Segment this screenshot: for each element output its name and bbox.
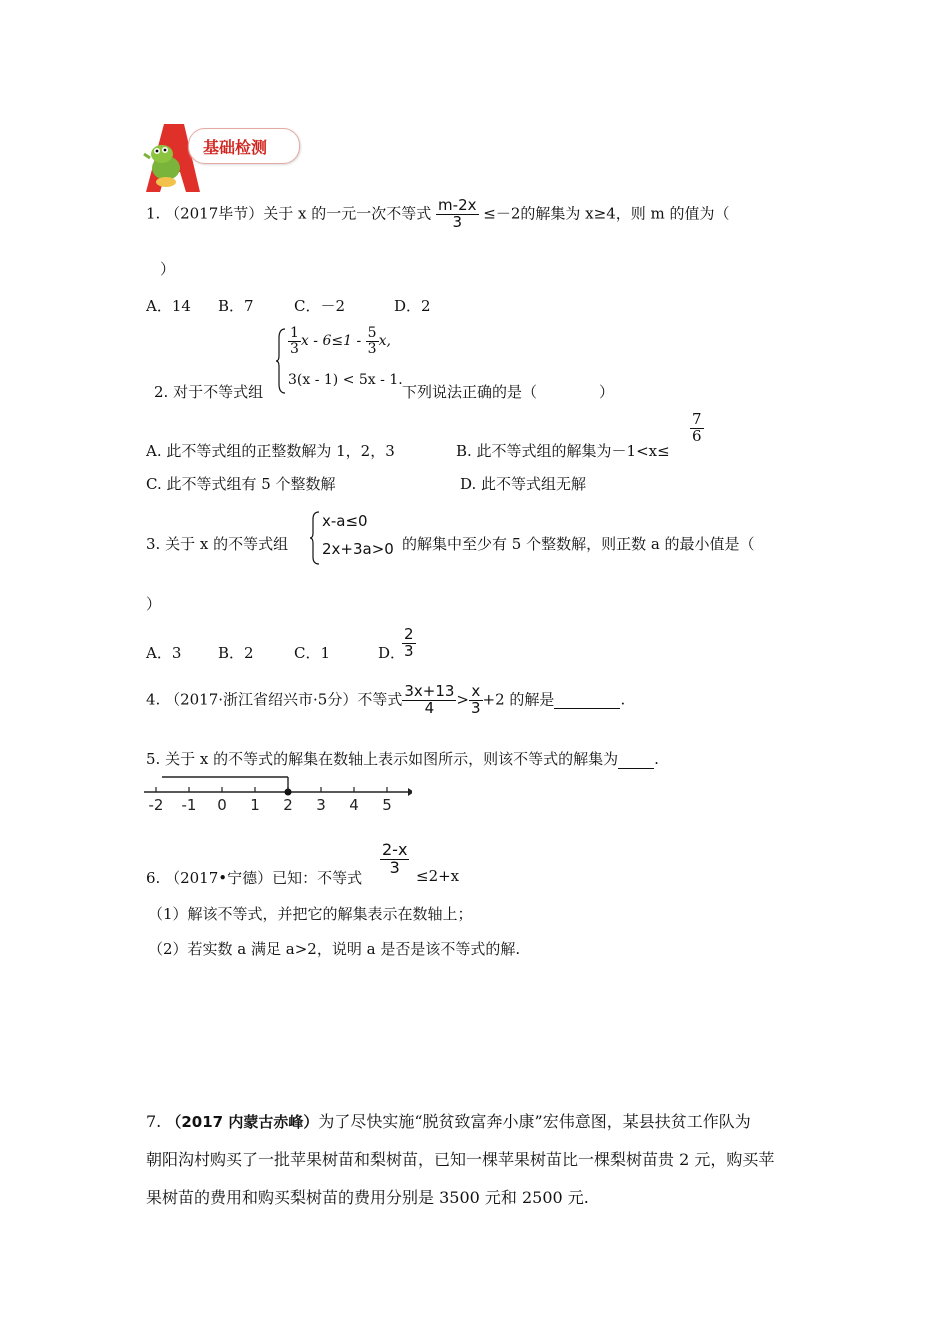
q3-option-b: B．2 bbox=[218, 644, 254, 662]
q1-option-b: B．7 bbox=[218, 297, 254, 315]
q6-sub-2: （2）若实数 a 满足 a>2，说明 a 是否是该不等式的解. bbox=[148, 940, 521, 958]
q1-option-d: D．2 bbox=[394, 297, 431, 315]
number-line-label: 5 bbox=[382, 796, 392, 814]
number-line-label: -2 bbox=[148, 796, 164, 814]
q7-line-2: 朝阳沟村购买了一批苹果树苗和梨树苗，已知一棵苹果树苗比一棵梨树苗贵 2 元，购买苹 bbox=[146, 1150, 775, 1169]
q4-fraction-2: $\frac{x}{3}$ bbox=[471, 682, 481, 717]
q2-option-a: A. 此不等式组的正整数解为 1，2，3 bbox=[146, 442, 395, 460]
number-line-label: 1 bbox=[250, 796, 260, 814]
q7-line-1: 为了尽快实施“脱贫致富奔小康”宏伟意图，某县扶贫工作队为 bbox=[318, 1112, 751, 1131]
section-title: 基础检测 bbox=[203, 138, 268, 157]
q2-option-b-fraction: $\frac{7}{6}$ bbox=[692, 410, 702, 445]
number-line-label: 3 bbox=[316, 796, 326, 814]
number-line-label: 4 bbox=[349, 796, 359, 814]
q6-sub-1: （1）解该不等式，并把它的解集表示在数轴上； bbox=[148, 905, 473, 923]
q2-option-c: C. 此不等式组有 5 个整数解 bbox=[146, 475, 336, 493]
q4-fraction-1: $\frac{3x+13}{4}$ bbox=[404, 682, 455, 717]
q3-option-c: C．1 bbox=[294, 644, 331, 662]
q2-option-b: B. 此不等式组的解集为－1<x≤ bbox=[456, 442, 670, 460]
q1-fraction: $\frac{m-2x}{3}$ bbox=[438, 196, 477, 231]
brace-icon bbox=[276, 328, 286, 394]
q1-close: ） bbox=[160, 260, 176, 278]
q2-option-d: D. 此不等式组无解 bbox=[460, 475, 587, 493]
badge-title-box bbox=[188, 128, 300, 164]
number-line-label: 2 bbox=[283, 796, 293, 814]
q5-answer-blank bbox=[618, 750, 654, 769]
q2-system: $\frac{1}{3}$ x - 6≤1 - $\frac{5}{3}$ x, 3(x - 1) < 5x - 1. bbox=[276, 326, 406, 396]
number-line bbox=[142, 772, 412, 816]
q1-option-c: C．－2 bbox=[294, 297, 346, 315]
q7-line-3: 果树苗的费用和购买梨树苗的费用分别是 3500 元和 2500 元. bbox=[146, 1188, 589, 1207]
q1-prefix: 1. （2017毕节）关于 x 的一元一次不等式 bbox=[146, 204, 432, 223]
brace-icon bbox=[310, 511, 320, 565]
q4-answer-blank bbox=[554, 690, 620, 709]
q3-close: ） bbox=[146, 595, 162, 613]
q4-suffix: +2 的解是 bbox=[482, 690, 555, 709]
q2-prefix: 2. 对于不等式组 bbox=[154, 383, 264, 401]
q3-option-d-fraction: $\frac{2}{3}$ bbox=[404, 625, 414, 660]
q1-suffix: ≤－2的解集为 x≥4，则 m 的值为（ bbox=[483, 204, 730, 223]
q4-prefix: 4. （2017·浙江省绍兴市·5分）不等式 bbox=[146, 690, 403, 709]
q6-fraction: $\frac{2-x}{3}$ bbox=[382, 840, 408, 877]
q3-prefix: 3. 关于 x 的不等式组 bbox=[146, 535, 289, 553]
q3-system: x-a≤0 2x+3a>0 bbox=[310, 510, 402, 566]
number-line-label: 0 bbox=[217, 796, 227, 814]
q1-option-a: A．14 bbox=[146, 297, 191, 315]
q6-suffix: ≤2+x bbox=[416, 867, 460, 885]
q7-source: （2017 内蒙古赤峰） bbox=[166, 1113, 319, 1131]
q2-suffix: 下列说法正确的是（ bbox=[402, 383, 538, 401]
q3-suffix: 的解集中至少有 5 个整数解，则正数 a 的最小值是（ bbox=[402, 535, 755, 553]
q3-option-a: A．3 bbox=[146, 644, 182, 662]
q3-option-d: D． bbox=[378, 644, 406, 662]
section-badge bbox=[142, 124, 302, 192]
number-line-label: -1 bbox=[181, 796, 197, 814]
q5-text: 5. 关于 x 的不等式的解集在数轴上表示如图所示，则该不等式的解集为 bbox=[146, 750, 619, 768]
question-4: 4. （2017·浙江省绍兴市·5分）不等式 $\frac{3x+13}{4}$ > $\frac{x}{3}$ +2 的解是 . bbox=[146, 682, 626, 717]
q6-prefix: 6. （2017•宁德）已知：不等式 bbox=[146, 869, 363, 887]
